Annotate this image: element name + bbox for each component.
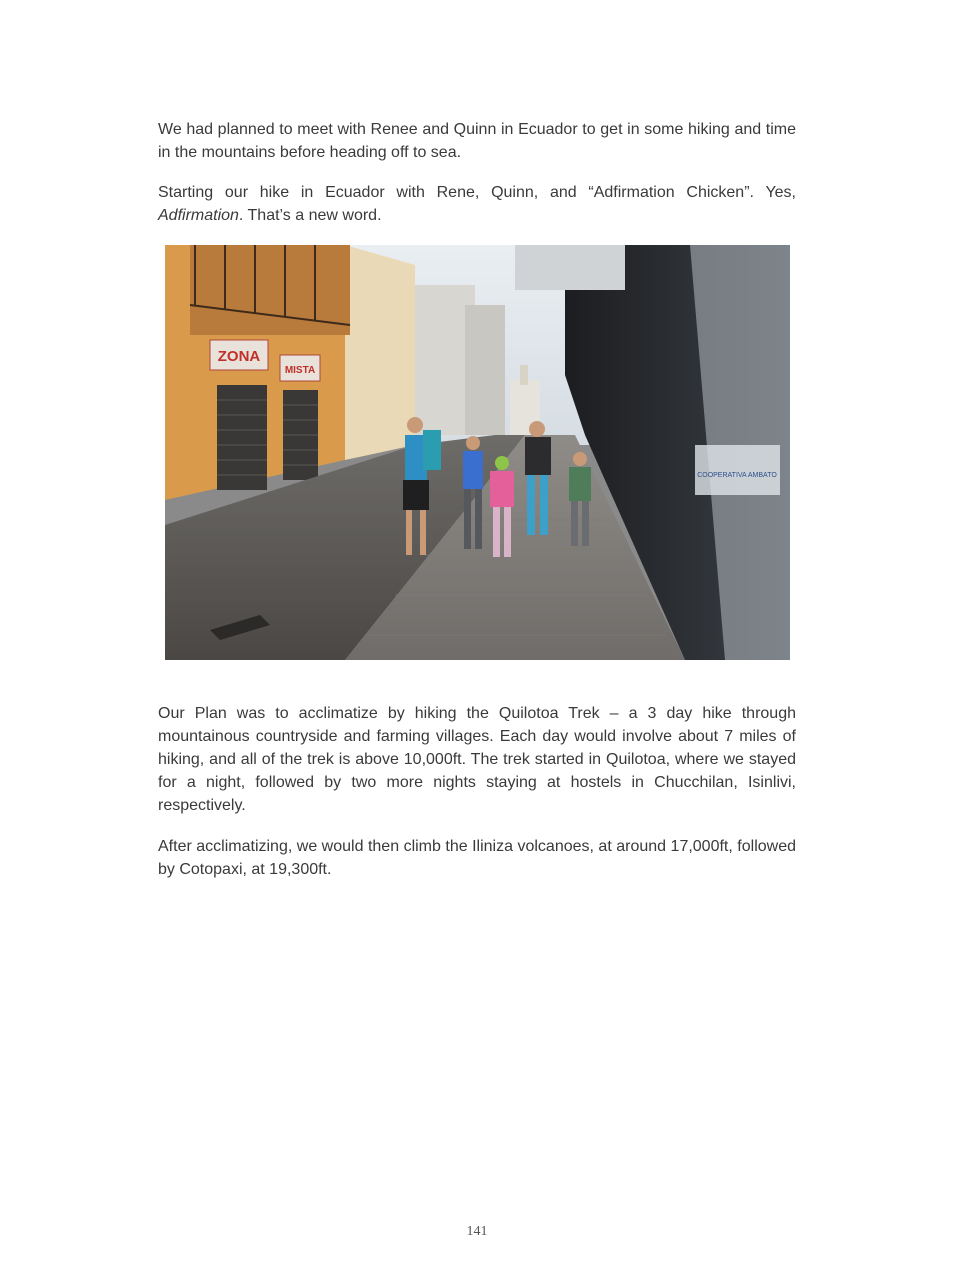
paragraph-intro: We had planned to meet with Renee and Quinn in Ecuador to get in some hiking and time in the mountains before heading off to sea. [158,121,796,161]
page-number: 141 [466,1224,488,1239]
mista-sign: MISTA [284,365,316,376]
adfirmation-word: Adfirmation [158,207,239,224]
bank-sign: COOPERATIVA AMBATO [697,472,777,479]
paragraph-volcanoes: After acclimatizing, we would then climb the Iliniza volcanoes, at around 17,000ft, followed by Cotopaxi, at 19,300ft. [158,838,796,878]
start-hike-end: . That’s a new word. [238,207,382,224]
paragraph-plan: Our Plan was to acclimatize by hiking the Quilotoa Trek – a 3 day hike through mountainous countryside and farming villages. Each day would involve about 7 miles of hiking, and all of the trek is above 10,000ft. The trek started in Quilotoa, where we stayed for a night, followed by two more nights staying at hostels in Chucchilan, Isinlivi, respectively. [158,705,796,814]
paragraph-start-hike [158,181,796,227]
street-photo [165,245,790,660]
zona-sign: ZONA [217,348,261,365]
start-hike-text: Starting our hike in Ecuador with Rene, Quinn, and “Adfirmation Chicken”. Yes, [158,184,796,201]
